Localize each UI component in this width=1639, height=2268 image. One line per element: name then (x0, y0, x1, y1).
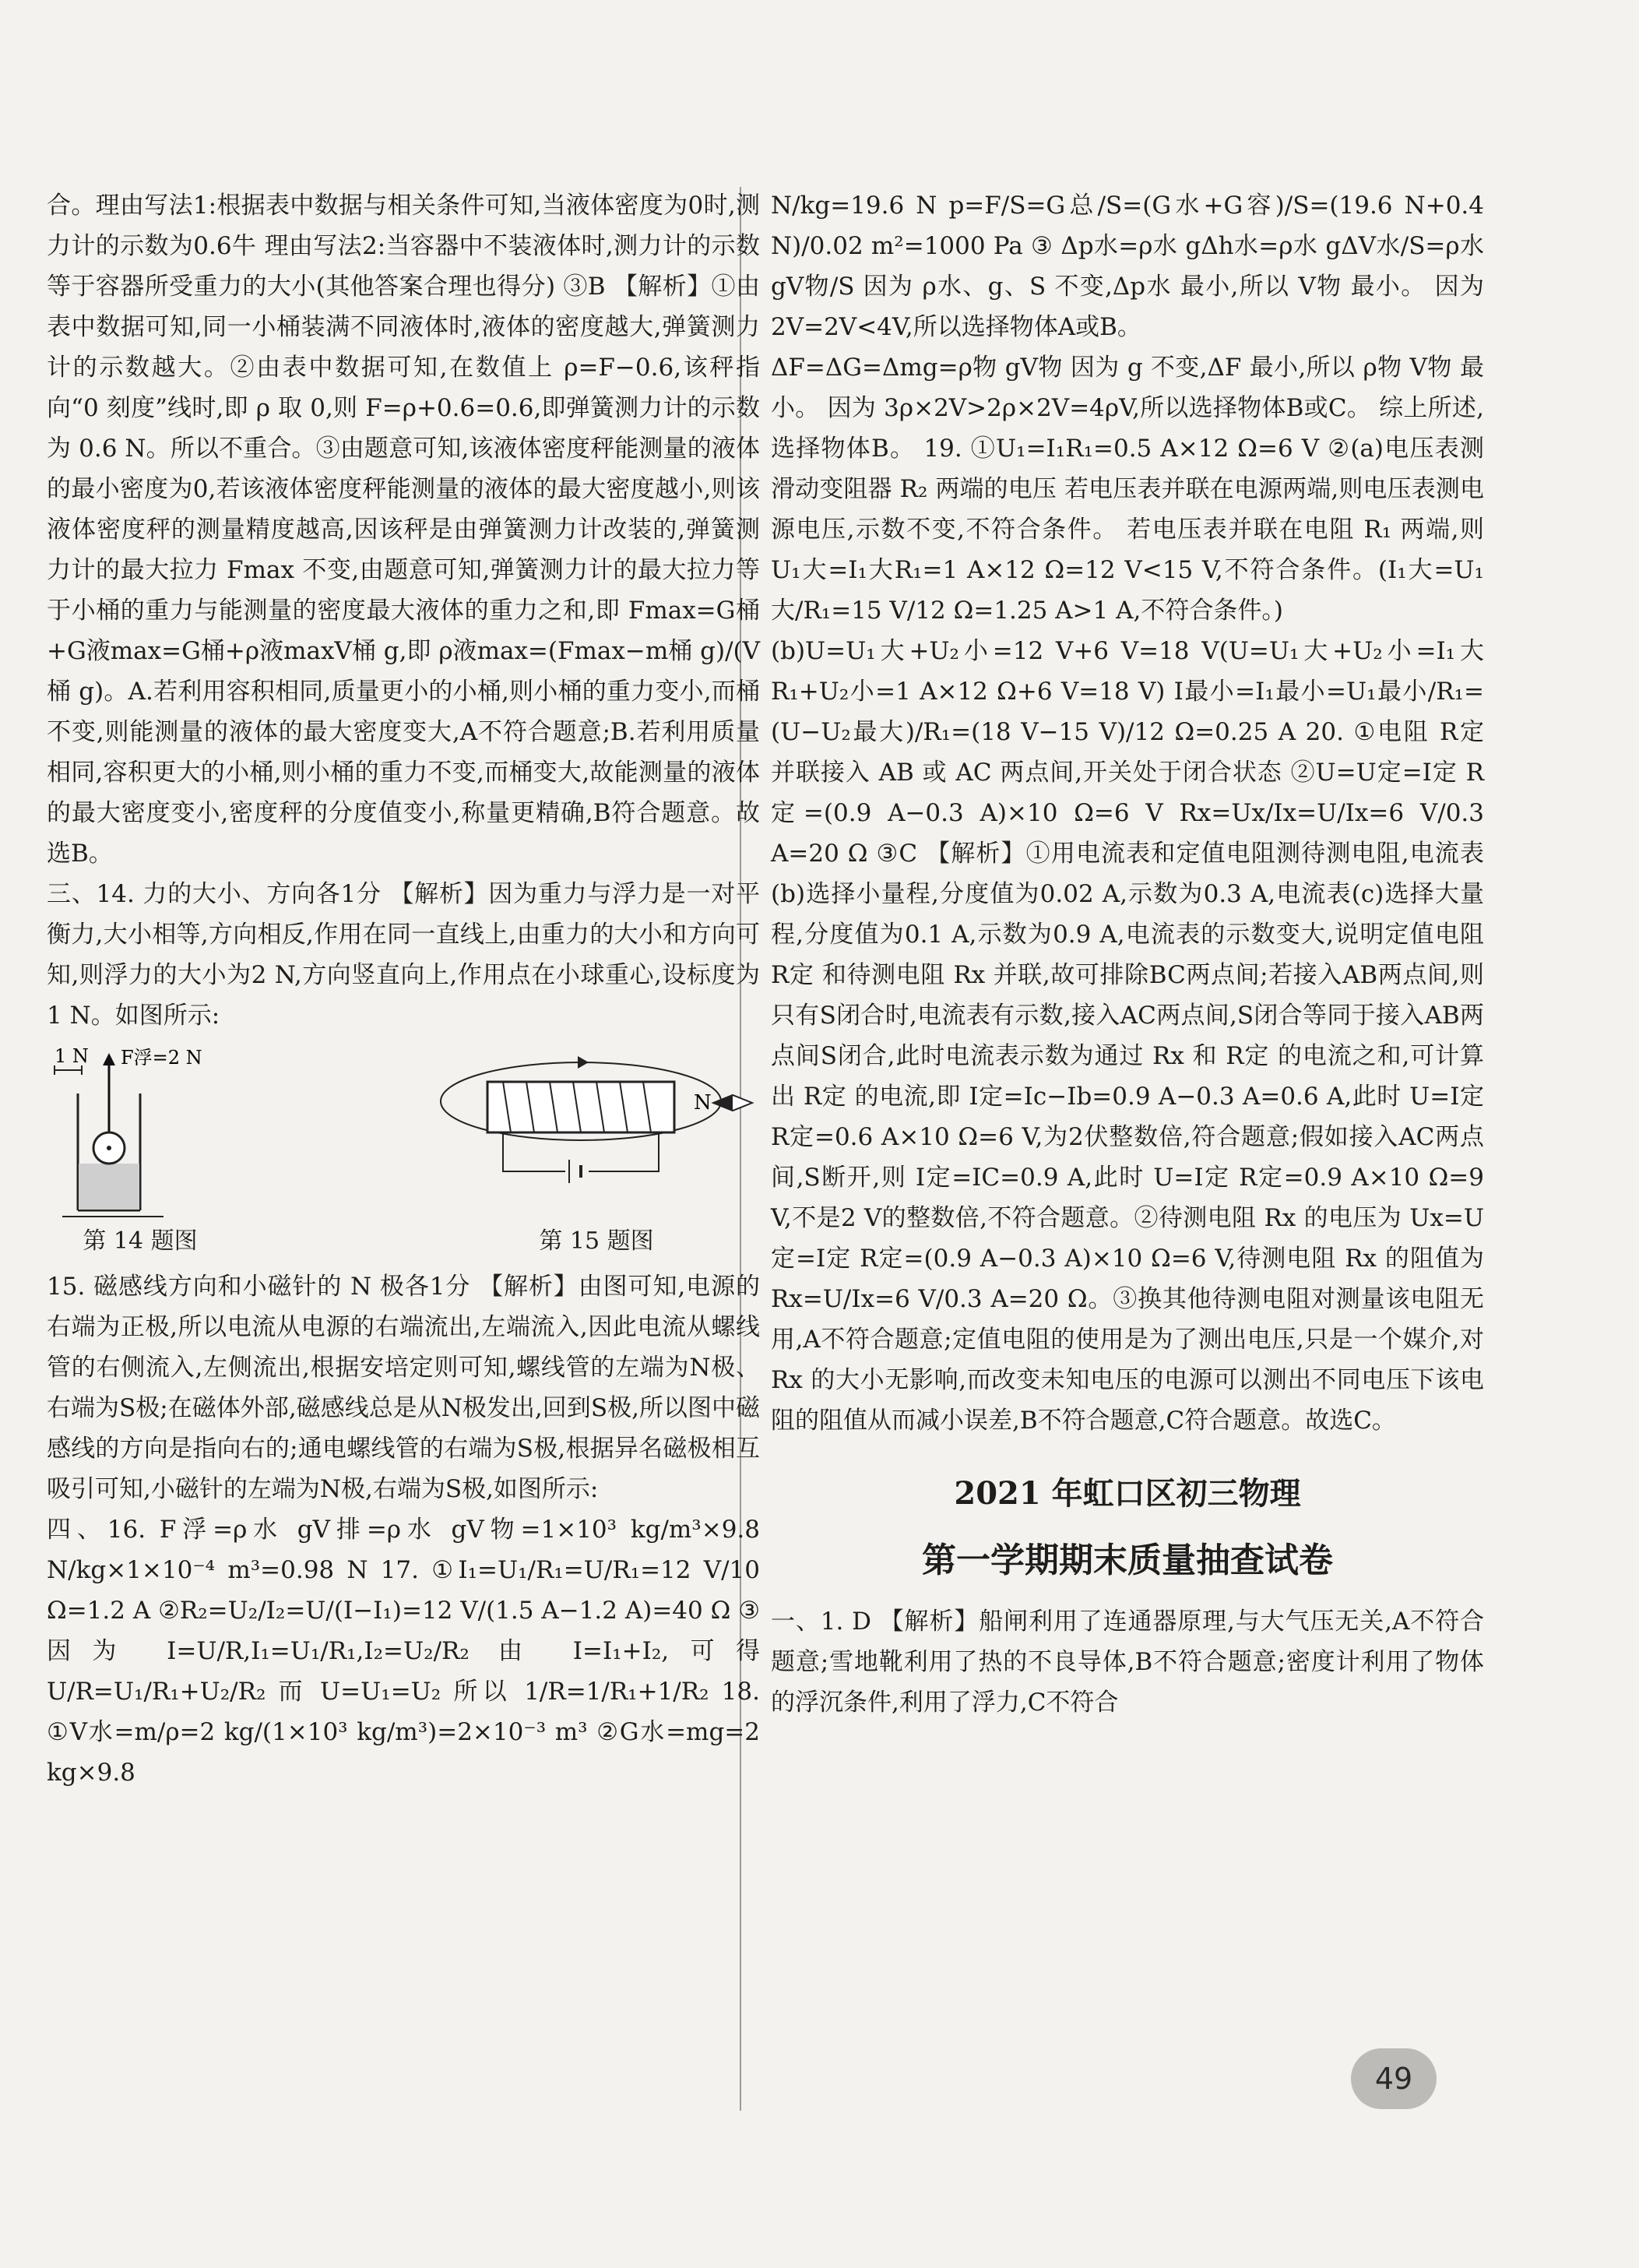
buoyancy-diagram (47, 1047, 234, 1226)
answer-14: 三、14. 力的大小、方向各1分 【解析】因为重力与浮力是一对平衡力,大小相等,方向相反,作用在同一直线上,由重力的大小和方向可知,则浮力的大小为2 N,方向竖直向上,作用点在小球重心,设标度为1 N。如图所示: (47, 880, 760, 1030)
answer-16-18: 四、16. F浮=ρ水 gV排=ρ水 gV物=1×10³ kg/m³×9.8 N/kg×1×10⁻⁴ m³=0.98 N 17. ①I₁=U₁/R₁=U/R₁=12 V/10 Ω=1.2 A ②R₂=U₂/I₂=U/(I−I₁)=12 V/(1.5 A−1.2 A)=40 Ω ③因为 I=U/R,I₁=U₁/R₁,I₂=U₂/R₂ 由 I=I₁+I₂,可得 U/R=U₁/R₁+U₂/R₂ 而 U=U₁=U₂ 所以 1/R=1/R₁+1/R₂ 18. ①V水=m/ρ=2 kg/(1×10³ kg/m³)=2×10⁻³ m³ ②G水=mg=2 kg×9.8 (47, 1516, 760, 1787)
answer-19: ΔF=ΔG=Δmg=ρ物 gV物 因为 g 不变,ΔF 最小,所以 ρ物 V物 最小。 因为 3ρ×2V>2ρ×2V=4ρV,所以选择物体B或C。 综上所述,选择物体B。 19. ①U₁=I₁R₁=0.5 A×12 Ω=6 V ②(a)电压表测滑动变阻器 R₂ 两端的电压 若电压表并联在电源两端,则电压表测电源电压,示数不变,不符合条件。 若电压表并联在电阻 R₁ 两端,则 U₁大=I₁大R₁=1 A×12 Ω=12 V<15 V,不符合条件。(I₁大=U₁大/R₁=15 V/12 Ω=1.25 A>1 A,不符合条件。) (771, 354, 1484, 625)
solenoid-diagram (433, 1047, 760, 1226)
section-subtitle: 第一学期期末质量抽查试卷 (922, 1541, 1333, 1580)
left-column (47, 185, 760, 1793)
answer-18-continued: N/kg=19.6 N p=F/S=G总/S=(G水+G容)/S=(19.6 N+0.4 N)/0.02 m²=1000 Pa ③ Δp水=ρ水 gΔh水=ρ水 gΔV水/S=ρ水 gV物/S 因为 ρ水、g、S 不变,Δp水 最小,所以 V物 最小。 因为 2V=2V<4V,所以选择物体A或B。 (771, 192, 1484, 341)
scale-label: 1 N (55, 1047, 89, 1067)
force-label: F浮=2 N (121, 1047, 202, 1069)
figure-15 (433, 1047, 760, 1257)
figure-14 (47, 1047, 234, 1257)
answer-paragraph: 合。理由写法1:根据表中数据与相关条件可知,当液体密度为0时,测力计的示数为0.6牛 理由写法2:当容器中不装液体时,测力计的示数等于容器所受重力的大小(其他答案合理也得分) ③B 【解析】①由表中数据可知,同一小桶装满不同液体时,液体的密度越大,弹簧测力计的示数越大。②由表中数据可知,在数值上 ρ=F−0.6,该秤指向“0 刻度”线时,即 ρ 取 0,则 F=ρ+0.6=0.6,即弹簧测力计的示数为 0.6 N。所以不重合。③由题意可知,该液体密度秤能测量的液体的最小密度为0,若该液体密度秤能测量的液体的最大密度越小,则该液体密度秤的测量精度越高,因该秤是由弹簧测力计改装的,弹簧测力计的最大拉力 Fmax 不变,由题意可知,弹簧测力计的最大拉力等于小桶的重力与能测量的密度最大液体的重力之和,即 Fmax=G桶+G液max=G桶+ρ液maxV桶 g,即 ρ液max=(Fmax−m桶 g)/(V桶 g)。A.若利用容积相同,质量更小的小桶,则小桶的重力变小,而桶不变,则能测量的液体的最大密度变大,A不符合题意;B.若利用质量相同,容积更大的小桶,则小桶的重力不变,而桶变大,故能测量的液体的最大密度变小,密度秤的分度值变小,称量更精确,B符合题意。故选B。 (47, 192, 760, 868)
answer-15: 15. 磁感线方向和小磁针的 N 极各1分 【解析】由图可知,电源的右端为正极,所以电流从电源的右端流出,左端流入,因此电流从螺线管的右侧流入,左侧流出,根据安培定则可知,螺线管的左端为N极、右端为S极;在磁体外部,磁感线总是从N极发出,回到S极,所以图中磁感线的方向是指向右的;通电螺线管的右端为S极,根据异名磁极相互吸引可知,小磁针的左端为N极,右端为S极,如图所示: (47, 1273, 760, 1503)
page-number: 49 (1351, 2048, 1437, 2109)
pole-label: N (694, 1091, 712, 1115)
figures-row (47, 1047, 760, 1257)
section-title: 2021 年虹口区初三物理 (954, 1475, 1301, 1512)
answer-1: 一、1. D 【解析】船闸利用了连通器原理,与大气压无关,A不符合题意;雪地靴利用了热的不良导体,B不符合题意;密度计利用了物体的浮沉条件,利用了浮力,C不符合 (771, 1608, 1484, 1717)
answer-19-20: (b)U=U₁大+U₂小=12 V+6 V=18 V(U=U₁大+U₂小=I₁大R₁+U₂小=1 A×12 Ω+6 V=18 V) I最小=I₁最小=U₁最小/R₁=(U−U₂最大)/R₁=(18 V−15 V)/12 Ω=0.25 A 20. ①电阻 R定 并联接入 AB 或 AC 两点间,开关处于闭合状态 ②U=U定=I定 R定=(0.9 A−0.3 A)×10 Ω=6 V Rx=Ux/Ix=U/Ix=6 V/0.3 A=20 Ω ③C 【解析】①用电流表和定值电阻测待测电阻,电流表(b)选择小量程,分度值为0.02 A,示数为0.3 A,电流表(c)选择大量程,分度值为0.1 A,示数为0.9 A,电流表的示数变大,说明定值电阻 R定 和待测电阻 Rx 并联,故可排除BC两点间;若接入AB两点间,则只有S闭合时,电流表有示数,接入AC两点间,S闭合等同于接入AB两点间S闭合,此时电流表示数为通过 Rx 和 R定 的电流之和,可计算出 R定 的电流,即 I定=Ic−Ib=0.9 A−0.3 A=0.6 A,此时 U=I定 R定=0.6 A×10 Ω=6 V,为2伏整数倍,符合题意;假如接入AC两点间,S断开,则 I定=IC=0.9 A,此时 U=I定 R定=0.9 A×10 Ω=9 V,不是2 V的整数倍,不符合题意。②待测电阻 Rx 的电压为 Ux=U定=I定 R定=(0.9 A−0.3 A)×10 Ω=6 V,待测电阻 Rx 的阻值为 Rx=U/Ix=6 V/0.3 A=20 Ω。③换其他待测电阻对测量该电阻无用,A不符合题意;定值电阻的使用是为了测出电压,只是一个媒介,对 Rx 的大小无影响,而改变未知电压的电源可以测出不同电压下该电阻的阻值从而减小误差,B不符合题意,C符合题意。故选C。 (771, 637, 1485, 1435)
figure-15-caption: 第 15 题图 (539, 1227, 654, 1255)
figure-14-caption: 第 14 题图 (83, 1227, 198, 1255)
right-column (771, 185, 1484, 1723)
